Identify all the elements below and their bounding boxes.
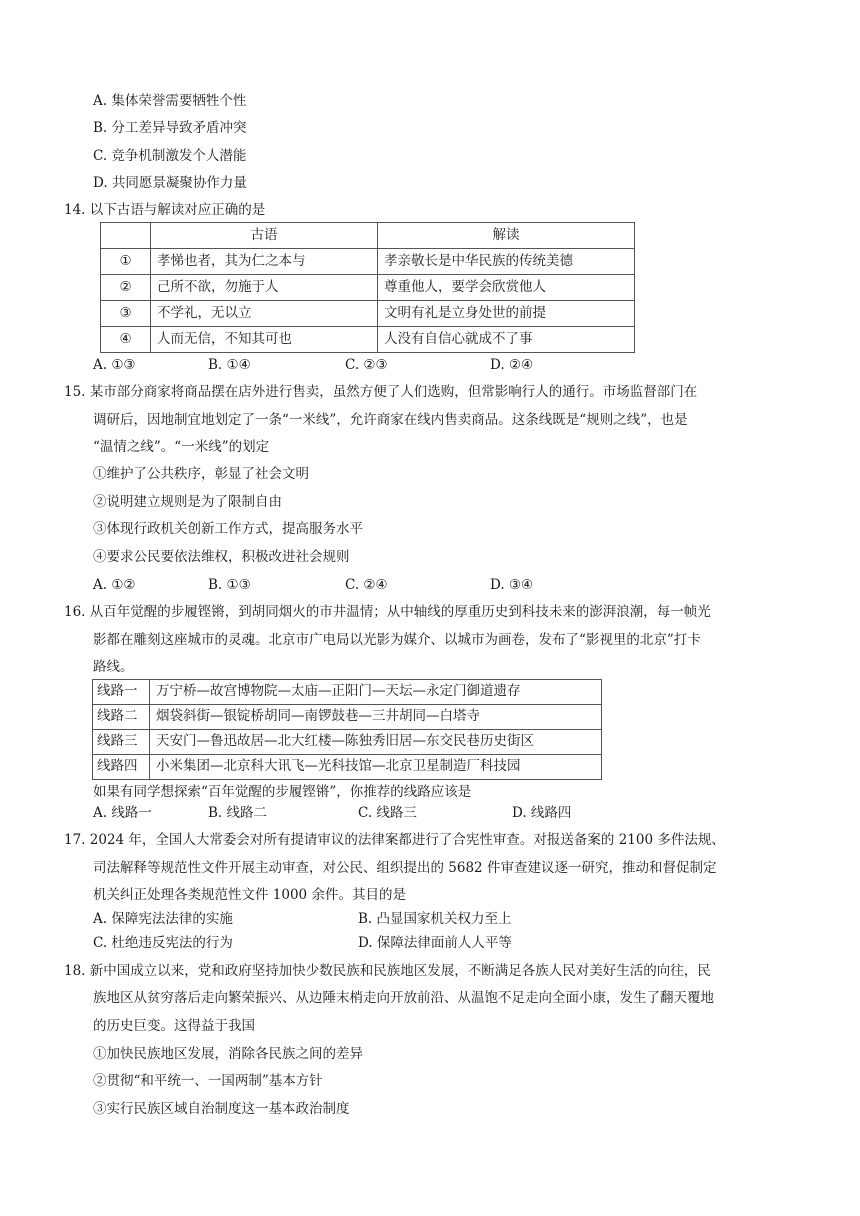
route-path: 万宁桥—故宫博物院—太庙—正阳门—天坛—永定门御道遗存 bbox=[150, 680, 602, 705]
q16-routes-table bbox=[92, 679, 602, 780]
table-row: ④ 人而无信，不知其可也 人没有自信心就成不了事 bbox=[101, 327, 635, 353]
q16-option-b: B. 线路二 bbox=[208, 805, 268, 821]
header-saying: 古语 bbox=[151, 223, 378, 249]
route-name: 线路三 bbox=[93, 730, 150, 755]
q15-statement: ①维护了公共秩序，彰显了社会文明 bbox=[93, 466, 309, 482]
q18-statement: ③实行民族区域自治制度这一基本政治制度 bbox=[93, 1101, 350, 1117]
q18-statement: ①加快民族地区发展，消除各民族之间的差异 bbox=[93, 1046, 363, 1062]
q15-option-a: A. ①② bbox=[93, 577, 136, 593]
q15-option-b: B. ①③ bbox=[208, 577, 251, 593]
q17-option-d: D. 保障法律面前人人平等 bbox=[358, 935, 512, 951]
table-header-row bbox=[101, 223, 635, 249]
route-path: 小米集团—北京科大讯飞—光科技馆—北京卫星制造厂科技园 bbox=[150, 755, 602, 780]
q15-option-d: D. ③④ bbox=[490, 577, 534, 593]
q15-statement: ④要求公民要依法维权，积极改进社会规则 bbox=[93, 549, 350, 565]
q18-statement: ②贯彻“和平统一、一国两制”基本方针 bbox=[93, 1073, 323, 1089]
q16-option-d: D. 线路四 bbox=[512, 805, 572, 821]
route-path: 烟袋斜街—银锭桥胡同—南锣鼓巷—三井胡同—白塔寺 bbox=[150, 705, 602, 730]
table-row bbox=[93, 680, 602, 705]
q15-stem-line: “温情之线”。“一米线”的划定 bbox=[93, 439, 270, 455]
q15-option-c: C. ②④ bbox=[345, 577, 388, 593]
q14-stem: 14. 以下古语与解读对应正确的是 bbox=[64, 202, 266, 218]
q18-stem-line: 的历史巨变。这得益于我国 bbox=[93, 1018, 255, 1034]
q16-option-a: A. 线路一 bbox=[93, 805, 152, 821]
table-row bbox=[93, 705, 602, 730]
q15-stem-line: 调研后，因地制宜地划定了一条“一米线”，允许商家在线内售卖商品。这条线既是“规则之线”，也是 bbox=[93, 412, 688, 428]
q16-stem-line: 16. 从百年觉醒的步履铿锵，到胡同烟火的市井温情；从中轴线的厚重历史到科技未来的澎湃浪潮，每一帧光 bbox=[64, 604, 711, 620]
table-row: ② 己所不欲，勿施于人 尊重他人，要学会欣赏他人 bbox=[101, 275, 635, 301]
table-row bbox=[93, 755, 602, 780]
q14-option-c: C. ②③ bbox=[345, 357, 388, 373]
q13-option-d: D. 共同愿景凝聚协作力量 bbox=[93, 175, 247, 191]
q16-stem-line: 路线。 bbox=[93, 659, 134, 675]
q14-option-b: B. ①④ bbox=[208, 357, 251, 373]
q15-stem-line: 15. 某市部分商家将商品摆在店外进行售卖，虽然方便了人们选购，但常影响行人的通行。市场监督部门在 bbox=[64, 384, 698, 400]
q16-question: 如果有同学想探索“百年觉醒的步履铿锵”，你推荐的线路应该是 bbox=[93, 784, 472, 800]
q13-option-c: C. 竞争机制激发个人潜能 bbox=[93, 148, 247, 164]
q17-option-b: B. 凸显国家机关权力至上 bbox=[358, 911, 512, 927]
route-name: 线路四 bbox=[93, 755, 150, 780]
route-name: 线路二 bbox=[93, 705, 150, 730]
table-row bbox=[93, 730, 602, 755]
route-name: 线路一 bbox=[93, 680, 150, 705]
q14-table bbox=[100, 222, 635, 353]
q15-statement: ③体现行政机关创新工作方式，提高服务水平 bbox=[93, 521, 363, 537]
q13-option-b: B. 分工差异导致矛盾冲突 bbox=[93, 120, 247, 136]
q16-option-c: C. 线路三 bbox=[358, 805, 417, 821]
header-meaning: 解读 bbox=[378, 223, 635, 249]
q16-stem-line: 影都在雕刻这座城市的灵魂。北京市广电局以光影为媒介、以城市为画卷，发布了“影视里的北京”打卡 bbox=[93, 632, 701, 648]
q18-stem-line: 族地区从贫穷落后走向繁荣振兴、从边陲末梢走向开放前沿、从温饱不足走向全面小康，发生了翻天覆地 bbox=[93, 990, 714, 1006]
q17-stem-line: 司法解释等规范性文件开展主动审查，对公民、组织提出的 5682 件审查建议逐一研究，推动和督促制定 bbox=[93, 860, 717, 876]
q17-option-a: A. 保障宪法法律的实施 bbox=[93, 911, 233, 927]
q14-option-d: D. ②④ bbox=[490, 357, 534, 373]
q14-option-a: A. ①③ bbox=[93, 357, 136, 373]
q15-statement: ②说明建立规则是为了限制自由 bbox=[93, 494, 282, 510]
table-row: ③ 不学礼，无以立 文明有礼是立身处世的前提 bbox=[101, 301, 635, 327]
q17-stem-line: 机关纠正处理各类规范性文件 1000 余件。其目的是 bbox=[93, 887, 406, 903]
q13-option-a: A. 集体荣誉需要牺牲个性 bbox=[93, 93, 247, 109]
q17-stem-line: 17. 2024 年，全国人大常委会对所有提请审议的法律案都进行了合宪性审查。对报送备案的 2100 多件法规、 bbox=[64, 832, 725, 848]
q18-stem-line: 18. 新中国成立以来，党和政府坚持加快少数民族和民族地区发展，不断满足各族人民对美好生活的向往，民 bbox=[64, 963, 711, 979]
q17-option-c: C. 杜绝违反宪法的行为 bbox=[93, 935, 233, 951]
route-path: 天安门—鲁迅故居—北大红楼—陈独秀旧居—东交民巷历史街区 bbox=[150, 730, 602, 755]
table-row: ① 孝悌也者，其为仁之本与 孝亲敬长是中华民族的传统美德 bbox=[101, 249, 635, 275]
